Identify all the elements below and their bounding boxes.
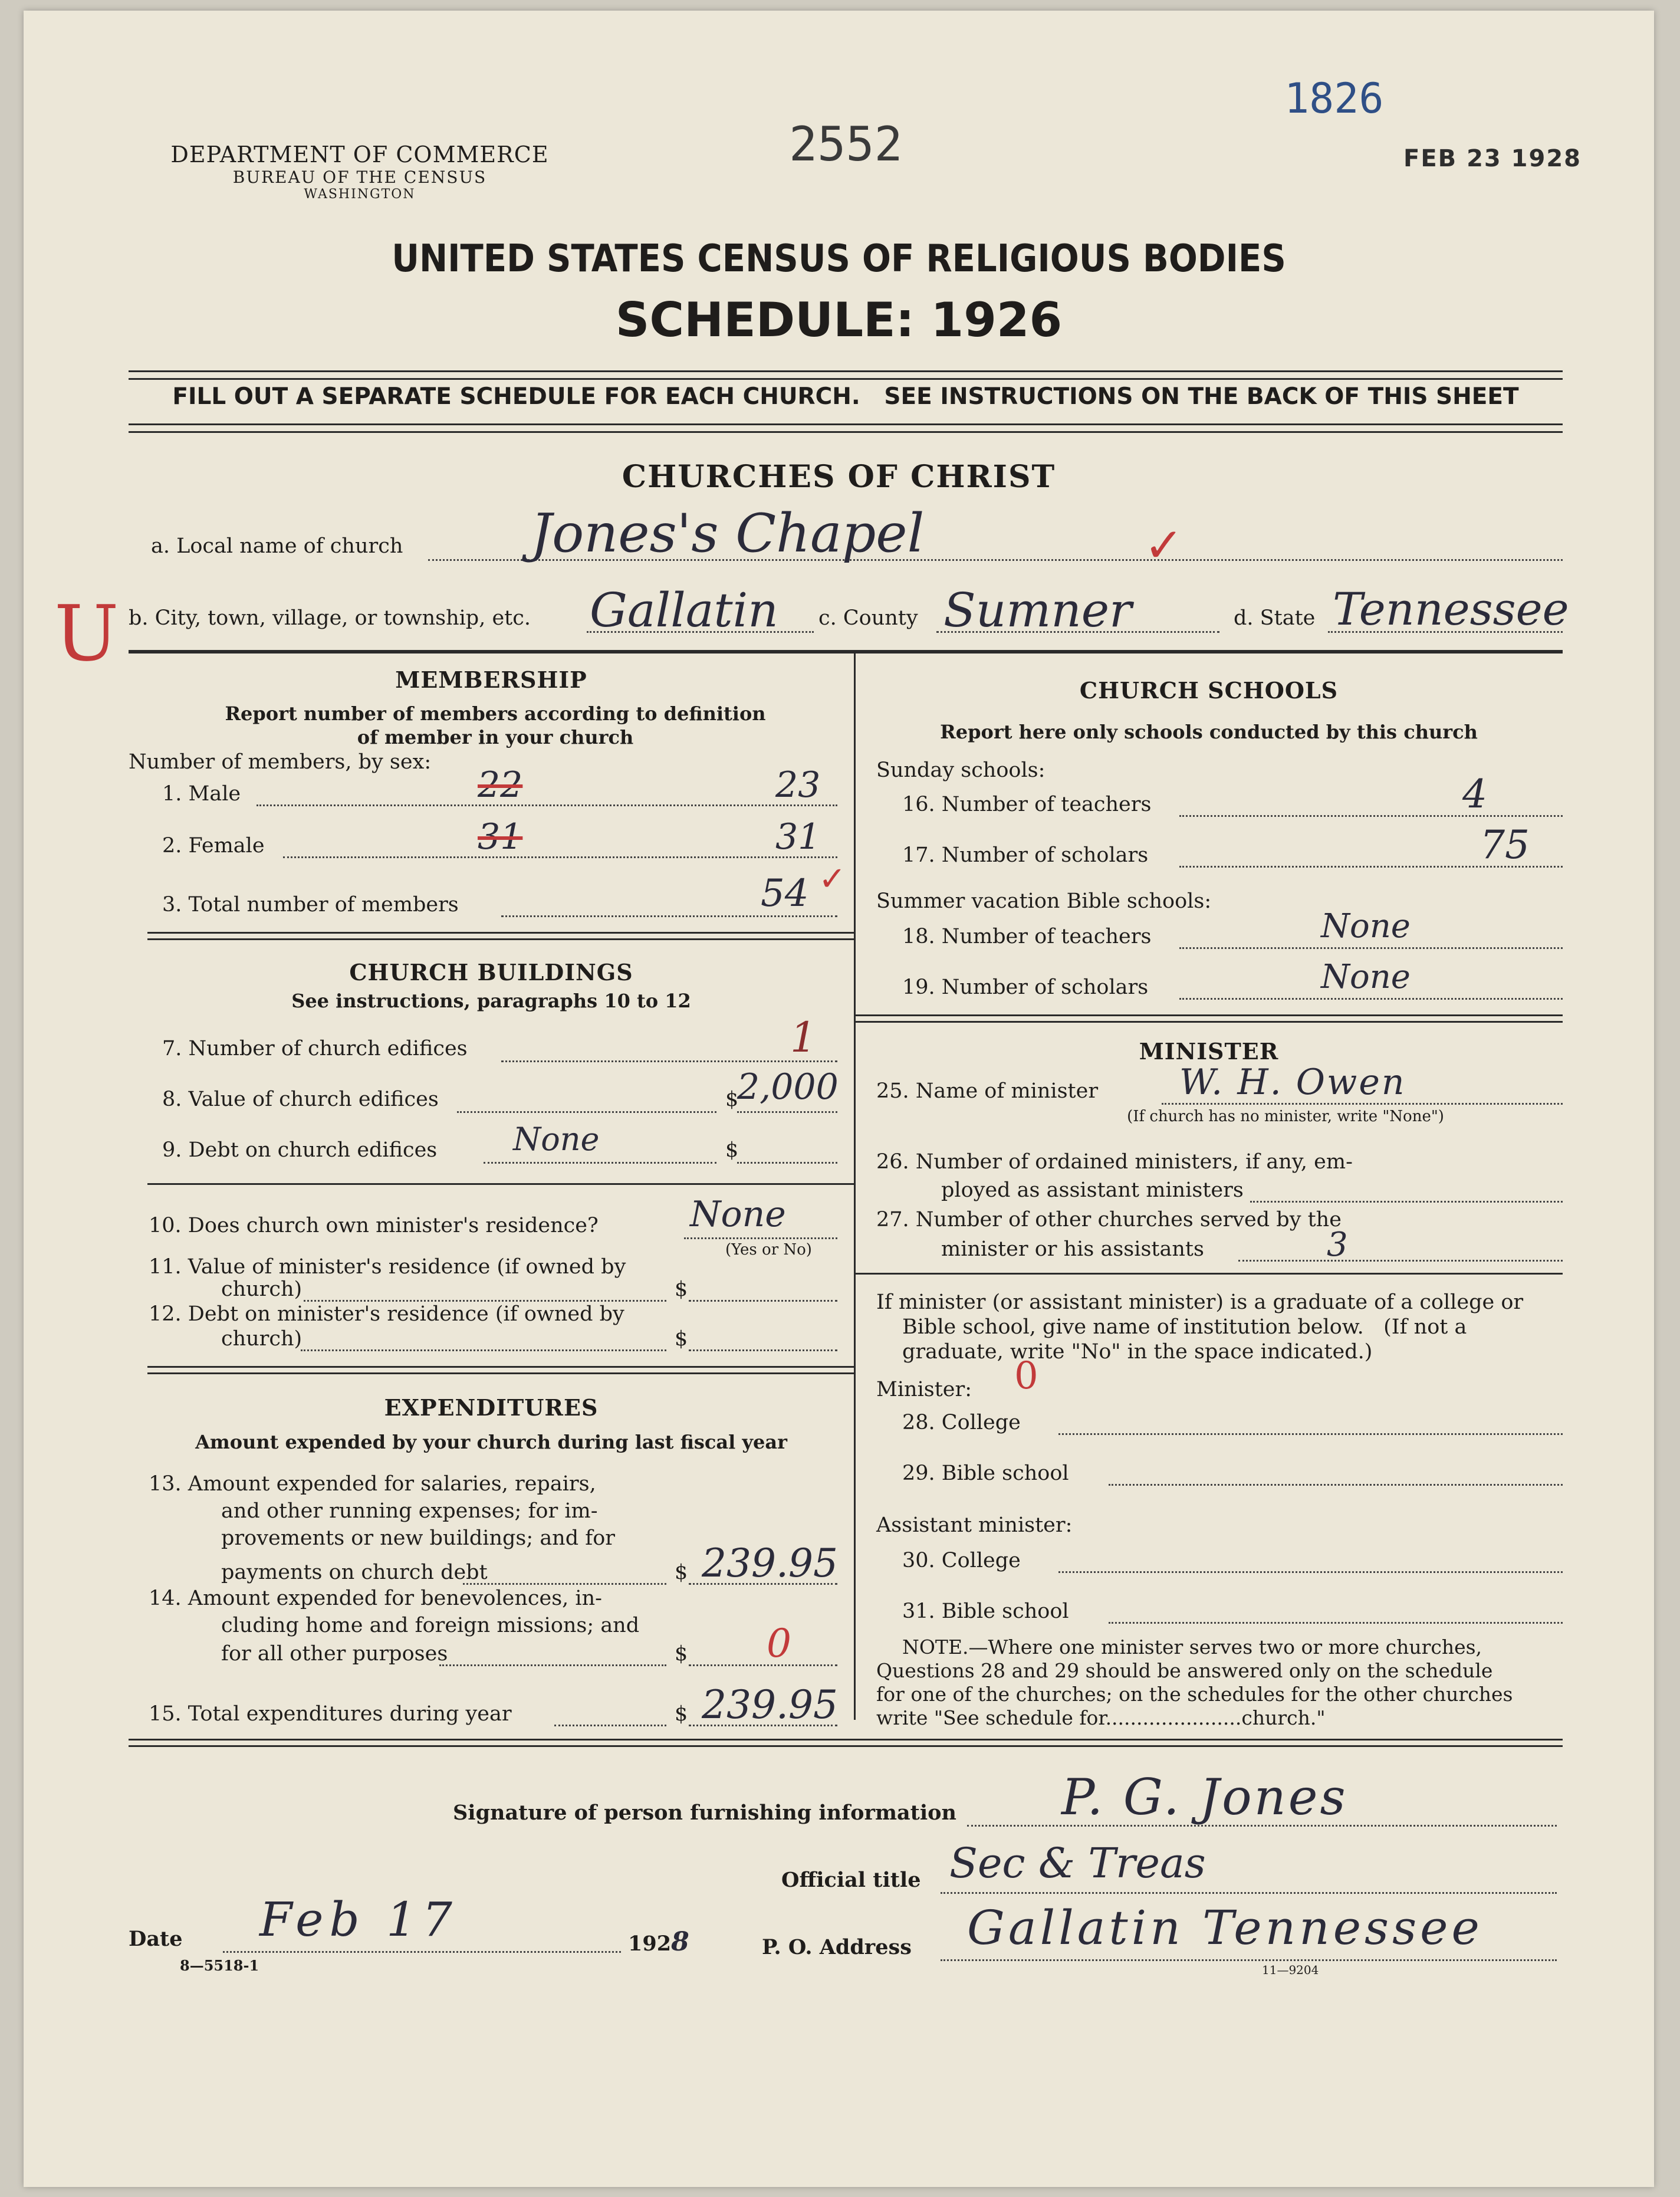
q14-value: 0: [767, 1621, 791, 1666]
note-line-2: Questions 28 and 29 should be answered only on the schedule: [876, 1659, 1493, 1682]
q25-hint: (If church has no minister, write "None"): [1127, 1108, 1444, 1125]
q15-line: [554, 1725, 666, 1726]
stamp-number-main: 2552: [789, 117, 903, 172]
q10-line: [684, 1237, 837, 1239]
minister-grad-label: Minister:: [876, 1378, 972, 1401]
date-year-prefix: 192: [628, 1932, 672, 1956]
official-title-value: Sec & Treas: [949, 1839, 1206, 1887]
q26-label-2: ployed as assistant ministers: [941, 1178, 1244, 1202]
date-value: Feb 17: [259, 1892, 458, 1947]
q14-amount-line: [689, 1664, 837, 1666]
red-check-total: ✓: [818, 860, 846, 898]
q14-line-2: cluding home and foreign missions; and: [221, 1614, 640, 1637]
q3-value: 54: [761, 872, 809, 915]
q13-line: [463, 1583, 666, 1585]
q31-line: [1109, 1622, 1563, 1624]
q12-label-1: 12. Debt on minister's residence (if owned by: [149, 1302, 624, 1326]
q19-value: None: [1321, 958, 1411, 996]
members-by-sex-label: Number of members, by sex:: [129, 750, 432, 774]
church-name-label: a. Local name of church: [151, 534, 403, 558]
margin-mark: U: [54, 589, 119, 678]
q9-dollar: $: [725, 1138, 739, 1162]
q11-label-2: church): [221, 1278, 303, 1301]
buildings-title: CHURCH BUILDINGS: [349, 959, 633, 986]
q11-amount-line: [689, 1300, 837, 1302]
q14-line-3: for all other purposes: [221, 1642, 448, 1666]
form-code: 8—5518-1: [180, 1957, 259, 1974]
form-title: UNITED STATES CENSUS OF RELIGIOUS BODIES: [392, 237, 1286, 281]
county-value: Sumner: [943, 583, 1132, 638]
q30-line: [1058, 1571, 1563, 1573]
q13-line-4: payments on church debt: [221, 1561, 488, 1584]
q1-struck-value: 22: [478, 764, 523, 806]
q18-value: None: [1321, 907, 1411, 945]
q2-line: [283, 856, 837, 858]
address-value: Gallatin Tennessee: [967, 1900, 1483, 1955]
q7-line: [501, 1060, 837, 1062]
q27-value: 3: [1327, 1226, 1348, 1264]
q9-value: None: [513, 1121, 600, 1158]
red-check-church: ✓: [1144, 518, 1184, 573]
q29-line: [1109, 1484, 1563, 1486]
graduate-line-1: If minister (or assistant minister) is a graduate of a college or: [876, 1290, 1524, 1314]
q18-label: 18. Number of teachers: [902, 925, 1152, 948]
q19-label: 19. Number of scholars: [902, 976, 1149, 999]
column-divider: [854, 653, 856, 1720]
q28-label: 28. College: [902, 1411, 1021, 1434]
stamp-number-top: 1826: [1284, 74, 1384, 123]
q10-value: None: [690, 1194, 786, 1235]
q2-value: 31: [775, 816, 821, 858]
q3-label: 3. Total number of members: [162, 893, 459, 917]
q14-line-1: 14. Amount expended for benevolences, in-: [149, 1587, 602, 1610]
q9-line: [484, 1162, 716, 1164]
membership-title: MEMBERSHIP: [395, 666, 587, 693]
q14-line: [439, 1664, 666, 1666]
q8-value: 2,000: [737, 1066, 839, 1108]
membership-subtitle: Report number of members according to definition of member in your church: [225, 702, 766, 748]
q2-label: 2. Female: [162, 834, 265, 858]
department-header: [130, 142, 590, 202]
stamp-date-received: FEB 23 1928: [1403, 145, 1582, 172]
q3-line: [501, 915, 837, 917]
rule-schools: [855, 1014, 1563, 1023]
q27-label-2: minister or his assistants: [941, 1237, 1204, 1261]
rule-q27: [855, 1273, 1563, 1275]
form-schedule: SCHEDULE: 1926: [615, 293, 1063, 347]
q17-value: 75: [1480, 822, 1530, 868]
summer-schools-label: Summer vacation Bible schools:: [876, 889, 1212, 913]
census-schedule-sheet: [24, 11, 1654, 2187]
rule-membership: [147, 932, 854, 940]
q26-line: [1250, 1201, 1563, 1203]
q1-line: [257, 804, 837, 806]
q27-label-1: 27. Number of other churches served by the: [876, 1208, 1342, 1231]
date-line: [223, 1951, 621, 1953]
q19-line: [1179, 998, 1563, 1000]
county-label: c. County: [818, 606, 918, 630]
print-code: 11—9204: [1262, 1963, 1319, 1977]
q25-value: W. H. Owen: [1179, 1062, 1406, 1103]
q13-line-2: and other running expenses; for im-: [221, 1499, 598, 1523]
rule-q9: [147, 1183, 854, 1185]
q8-line: [457, 1111, 716, 1113]
q13-value: 239.95: [702, 1541, 838, 1586]
q28-line: [1058, 1433, 1563, 1435]
church-name-value: Jones's Chapel: [531, 503, 925, 564]
q8-dollar: $: [725, 1088, 739, 1111]
q1-label: 1. Male: [162, 782, 241, 806]
minister-title: MINISTER: [1139, 1038, 1279, 1065]
q9-amount-line: [737, 1162, 837, 1164]
q25-line: [1162, 1103, 1563, 1105]
date-label: Date: [129, 1927, 183, 1951]
city-value: Gallatin: [590, 583, 778, 638]
q16-line: [1179, 815, 1563, 817]
q30-label: 30. College: [902, 1549, 1021, 1572]
graduate-line-3: graduate, write "No" in the space indicated.): [902, 1340, 1373, 1364]
q9-label: 9. Debt on church edifices: [162, 1138, 438, 1162]
schools-subtitle: Report here only schools conducted by this church: [940, 721, 1478, 743]
q15-value: 239.95: [702, 1682, 838, 1728]
bureau-city: WASHINGTON: [304, 187, 416, 202]
q15-label: 15. Total expenditures during year: [149, 1702, 512, 1726]
q29-label: 29. Bible school: [902, 1462, 1069, 1485]
q17-label: 17. Number of scholars: [902, 843, 1149, 867]
q7-label: 7. Number of church edifices: [162, 1037, 468, 1060]
q13-line-3: provements or new buildings; and for: [221, 1526, 616, 1550]
expenditures-subtitle: Amount expended by your church during last fiscal year: [195, 1431, 787, 1453]
q16-value: 4: [1462, 771, 1487, 817]
q8-label: 8. Value of church edifices: [162, 1088, 439, 1111]
assistant-grad-label: Assistant minister:: [876, 1513, 1073, 1537]
q11-label-1: 11. Value of minister's residence (if owned by: [149, 1255, 626, 1279]
note-line-4: write "See schedule for......................church.": [876, 1706, 1326, 1729]
sunday-schools-label: Sunday schools:: [876, 758, 1046, 782]
rule-sections: [129, 650, 1563, 653]
signature-label: Signature of person furnishing information: [453, 1801, 956, 1825]
q12-amount-line: [689, 1349, 837, 1351]
q31-label: 31. Bible school: [902, 1600, 1069, 1623]
rule-top: [129, 370, 1563, 380]
address-label: P. O. Address: [762, 1935, 912, 1959]
q26-label-1: 26. Number of ordained ministers, if any, em-: [876, 1150, 1353, 1174]
date-year-digit: 8: [671, 1927, 689, 1957]
date-year: [628, 1927, 689, 1958]
graduate-line-2: Bible school, give name of institution below. (If not a: [902, 1315, 1467, 1339]
q8-amount-line: [737, 1111, 837, 1113]
q7-value: 1: [790, 1013, 817, 1062]
rule-bottom: [129, 1739, 1563, 1747]
q12-dollar: $: [675, 1327, 688, 1351]
signature-value: P. G. Jones: [1061, 1768, 1348, 1826]
official-title-label: Official title: [781, 1868, 921, 1892]
q12-label-2: church): [221, 1327, 303, 1351]
q12-line: [301, 1349, 666, 1351]
q2-struck-value: 31: [478, 816, 523, 858]
rule-buildings: [147, 1366, 854, 1374]
q13-line-1: 13. Amount expended for salaries, repairs,: [149, 1472, 596, 1496]
q15-dollar: $: [675, 1702, 688, 1726]
note-line-1: NOTE.—Where one minister serves two or more churches,: [902, 1636, 1482, 1659]
schools-title: CHURCH SCHOOLS: [1079, 677, 1339, 704]
buildings-subtitle: See instructions, paragraphs 10 to 12: [291, 990, 691, 1012]
official-title-line: [941, 1892, 1557, 1894]
q11-line: [304, 1300, 666, 1302]
instruction-line: FILL OUT A SEPARATE SCHEDULE FOR EACH CHURCH. SEE INSTRUCTIONS ON THE BACK OF THIS SHEET: [172, 383, 1519, 410]
rule-instruction: [129, 423, 1563, 433]
city-label: b. City, town, village, or township, etc.: [129, 606, 531, 630]
denomination-title: CHURCHES OF CHRIST: [622, 459, 1056, 495]
q25-label: 25. Name of minister: [876, 1079, 1099, 1103]
q10-hint: (Yes or No): [725, 1241, 812, 1259]
q18-line: [1179, 947, 1563, 949]
minister-grad-value: 0: [1014, 1354, 1038, 1398]
note-line-3: for one of the churches; on the schedules for the other churches: [876, 1683, 1513, 1706]
q16-label: 16. Number of teachers: [902, 793, 1152, 816]
q14-dollar: $: [675, 1642, 688, 1666]
q11-dollar: $: [675, 1278, 688, 1301]
q1-value: 23: [775, 764, 821, 806]
expenditures-title: EXPENDITURES: [384, 1394, 599, 1421]
dept-name: DEPARTMENT OF COMMERCE: [170, 142, 549, 168]
state-value: Tennessee: [1333, 583, 1569, 635]
address-line: [941, 1959, 1557, 1961]
q10-label: 10. Does church own minister's residence?: [149, 1214, 599, 1237]
q27-line: [1238, 1260, 1563, 1262]
q13-dollar: $: [675, 1561, 688, 1584]
bureau-name: BUREAU OF THE CENSUS: [232, 168, 487, 187]
state-label: d. State: [1234, 606, 1316, 630]
